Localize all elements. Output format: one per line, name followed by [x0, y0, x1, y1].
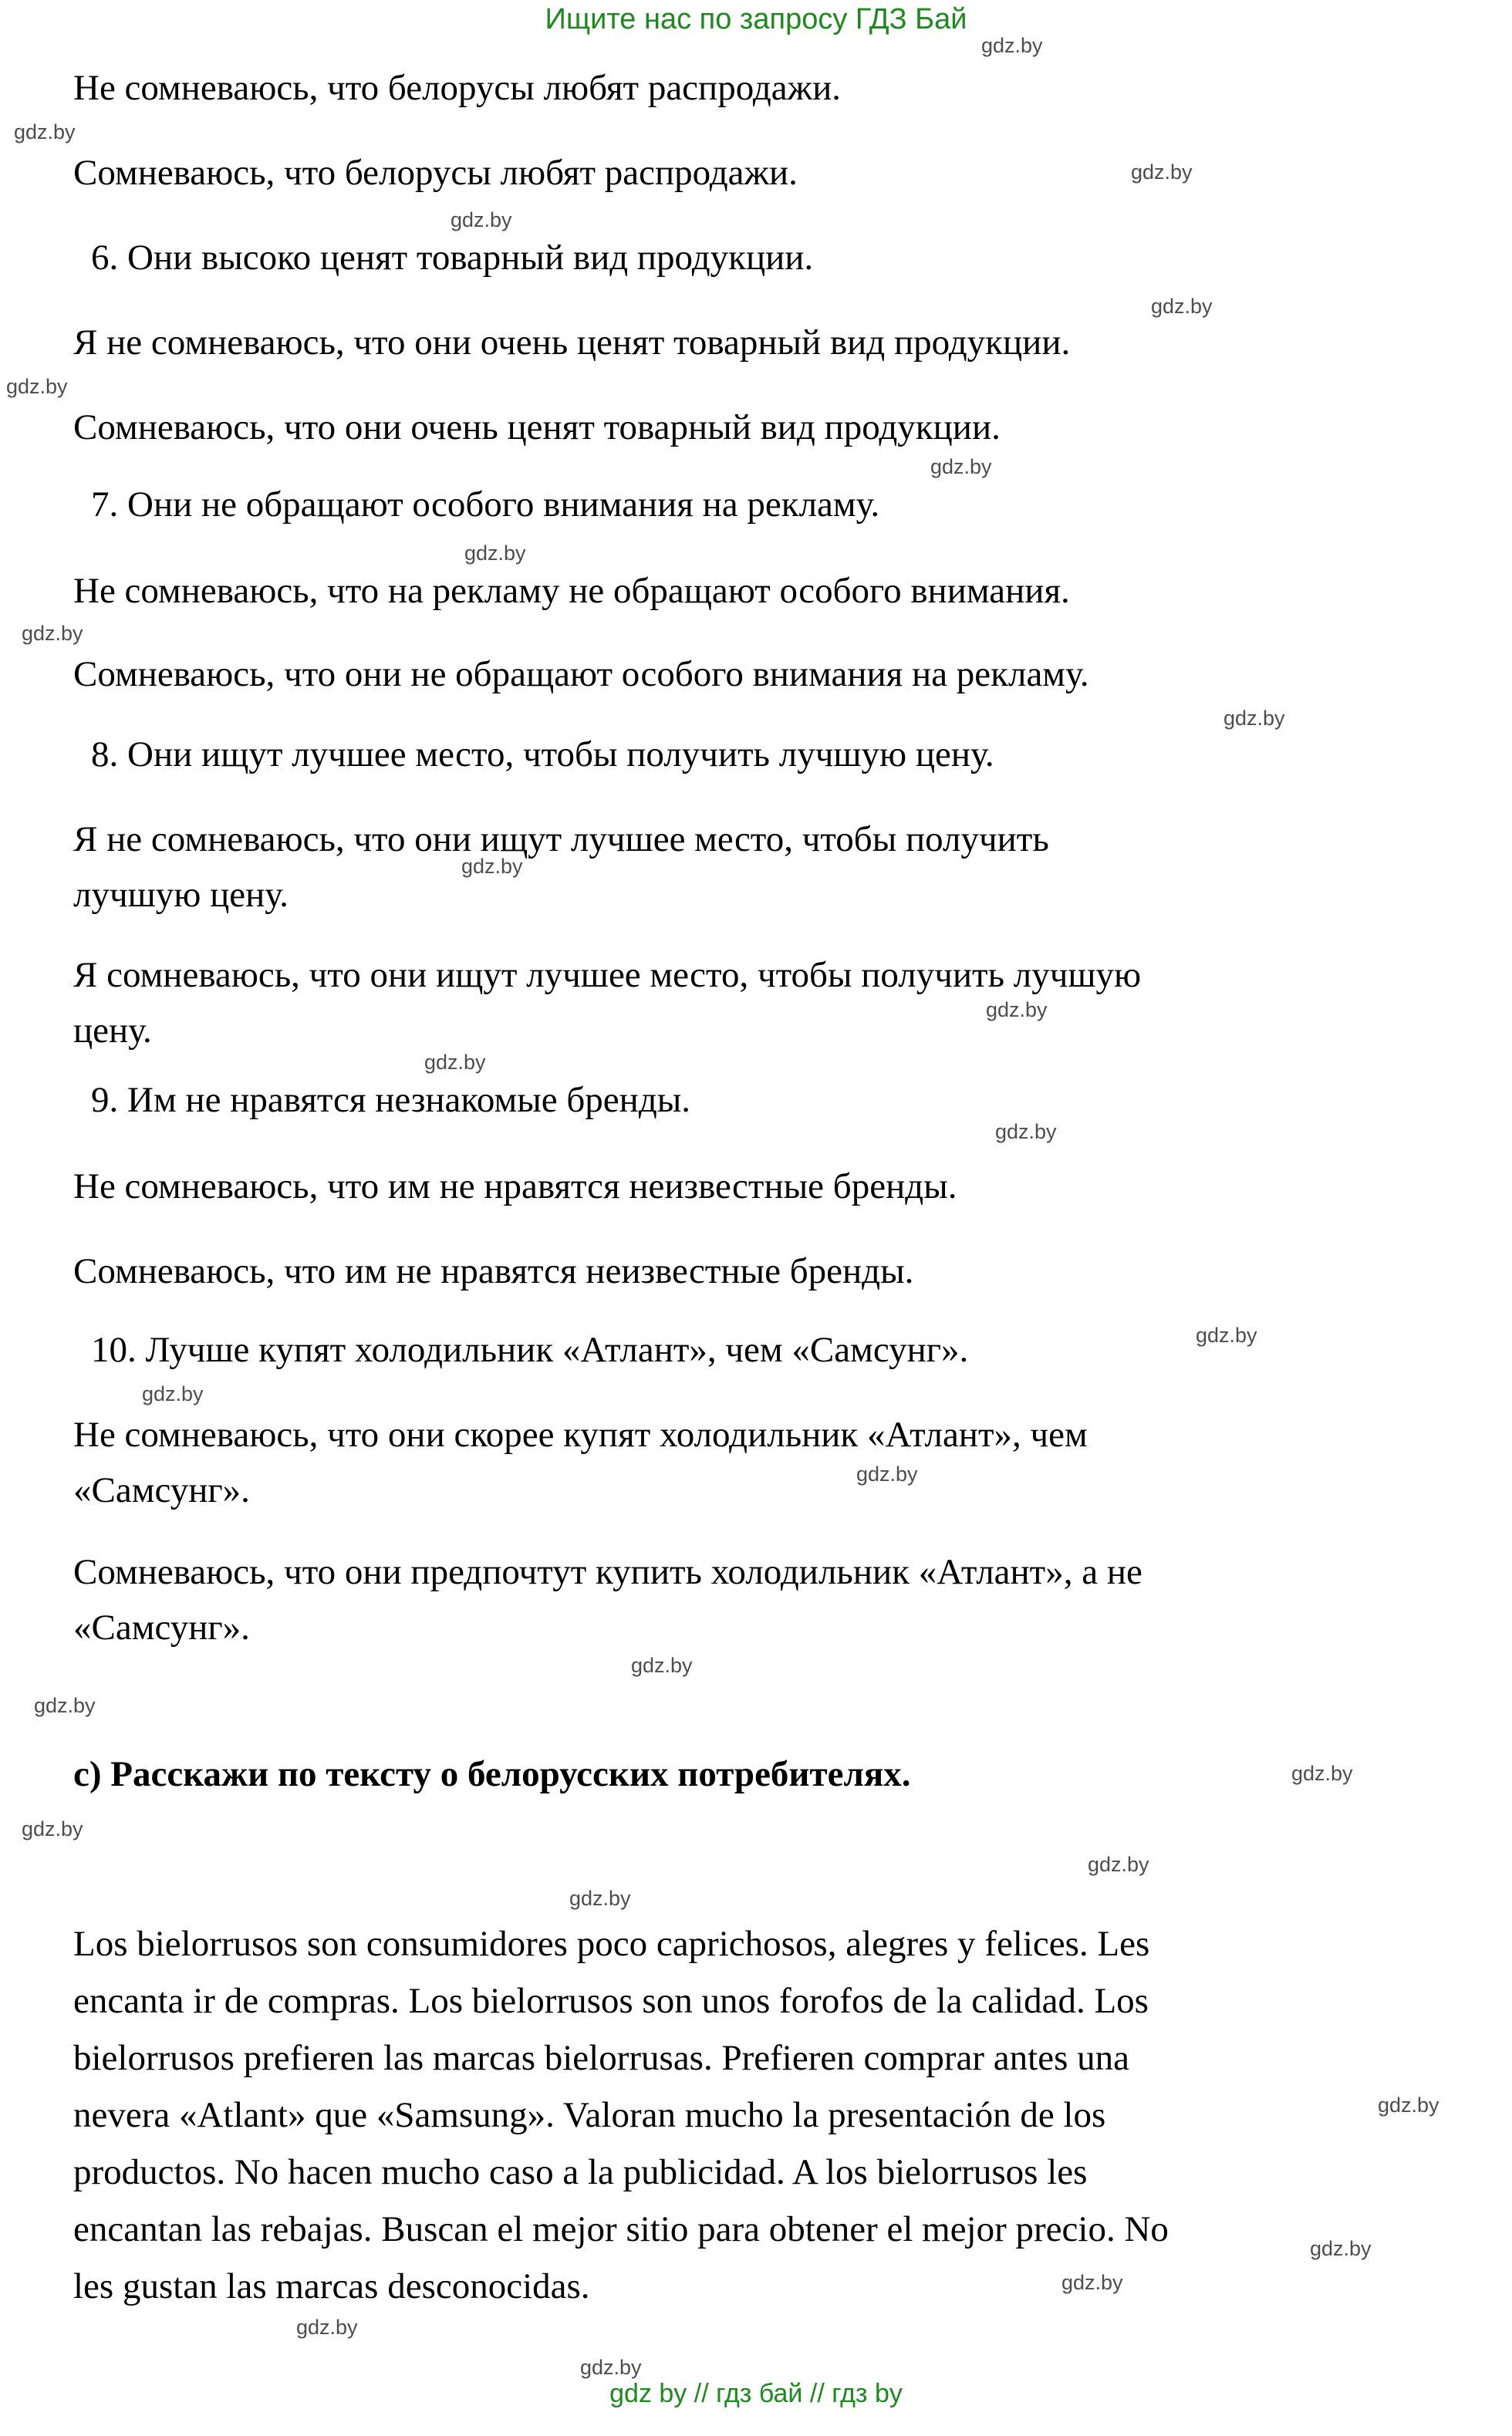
watermark: gdz.by [296, 2316, 358, 2339]
answer-line: Я не сомневаюсь, что они очень ценят товарный вид продукции. [73, 322, 1071, 363]
task-item: 6. Они высоко ценят товарный вид продукции. [91, 238, 814, 278]
watermark: gdz.by [1131, 160, 1193, 184]
task-item: 8. Они ищут лучшее место, чтобы получить лучшую цену. [91, 734, 994, 774]
watermark: gdz.by [424, 1051, 486, 1074]
spanish-paragraph-line: encanta ir de compras. Los bielorrusos son unos forofos de la calidad. Los [73, 1981, 1149, 2021]
spanish-paragraph-line: encantan las rebajas. Buscan el mejor sitio para obtener el mejor precio. No [73, 2209, 1169, 2249]
watermark: gdz.by [22, 622, 83, 645]
watermark: gdz.by [981, 34, 1043, 57]
answer-line: «Самсунг». [73, 1608, 250, 1648]
task-item: 7. Они не обращают особого внимания на рекламу. [91, 484, 880, 525]
spanish-paragraph-line: productos. No hacen mucho caso a la publicidad. A los bielorrusos les [73, 2152, 1088, 2192]
watermark: gdz.by [1291, 1762, 1353, 1785]
watermark: gdz.by [986, 998, 1048, 1021]
watermark: gdz.by [1151, 295, 1213, 318]
answer-line: Сомневаюсь, что они не обращают особого внимания на рекламу. [73, 654, 1089, 694]
answer-line: Не сомневаюсь, что на рекламу не обращают особого внимания. [73, 571, 1070, 611]
watermark: gdz.by [1061, 2271, 1123, 2294]
watermark: gdz.by [1196, 1324, 1257, 1347]
answer-line: Сомневаюсь, что им не нравятся неизвестные бренды. [73, 1251, 914, 1291]
watermark: gdz.by [1310, 2237, 1372, 2260]
answer-line: лучшую цену. [73, 875, 289, 915]
answer-line: Не сомневаюсь, что белорусы любят распродажи. [73, 68, 841, 108]
watermark: gdz.by [930, 455, 992, 478]
watermark: gdz.by [569, 1887, 631, 1910]
task-item: 10. Лучше купят холодильник «Атлант», чем «Самсунг». [91, 1330, 969, 1370]
watermark: gdz.by [461, 855, 523, 878]
answer-line: цену. [73, 1011, 152, 1051]
watermark: gdz.by [995, 1120, 1057, 1143]
answer-line: Сомневаюсь, что белорусы любят распродажи. [73, 153, 798, 193]
spanish-paragraph-line: les gustan las marcas desconocidas. [73, 2266, 590, 2306]
answer-line: Не сомневаюсь, что они скорее купят холодильник «Атлант», чем [73, 1415, 1088, 1455]
watermark: gdz.by [464, 542, 526, 565]
footer-links[interactable]: gdz by // гдз бай // гдз by [609, 2379, 903, 2408]
watermark: gdz.by [22, 1817, 83, 1840]
answer-line: Я не сомневаюсь, что они ищут лучшее место, чтобы получить [73, 819, 1049, 859]
answer-line: Я сомневаюсь, что они ищут лучшее место, чтобы получить лучшую [73, 955, 1142, 995]
promo-banner: Ищите нас по запросу ГДЗ Бай [545, 3, 967, 35]
watermark: gdz.by [6, 375, 68, 398]
watermark: gdz.by [34, 1694, 96, 1717]
watermark: gdz.by [1223, 707, 1285, 730]
spanish-paragraph-line: nevera «Atlant» que «Samsung». Valoran mucho la presentación de los [73, 2095, 1106, 2135]
answer-line: Не сомневаюсь, что им не нравятся неизвестные бренды. [73, 1166, 957, 1206]
watermark: gdz.by [1088, 1853, 1149, 1876]
watermark: gdz.by [451, 208, 512, 231]
watermark: gdz.by [580, 2356, 642, 2379]
answer-line: Сомневаюсь, что они предпочтут купить холодильник «Атлант», а не [73, 1552, 1142, 1592]
watermark: gdz.by [14, 120, 76, 143]
spanish-paragraph-line: Los bielorrusos son consumidores poco caprichosos, alegres y felices. Les [73, 1924, 1150, 1964]
watermark: gdz.by [1378, 2094, 1439, 2117]
section-heading: с) Расскажи по тексту о белорусских потребителях. [73, 1754, 911, 1794]
answer-line: Сомневаюсь, что они очень ценят товарный вид продукции. [73, 407, 1001, 447]
watermark: gdz.by [142, 1382, 204, 1405]
spanish-paragraph-line: bielorrusos prefieren las marcas bielorrusas. Prefieren comprar antes una [73, 2038, 1129, 2078]
watermark: gdz.by [856, 1463, 918, 1486]
answer-line: «Самсунг». [73, 1470, 250, 1510]
task-item: 9. Им не нравятся незнакомые бренды. [91, 1080, 691, 1120]
watermark: gdz.by [631, 1654, 693, 1677]
